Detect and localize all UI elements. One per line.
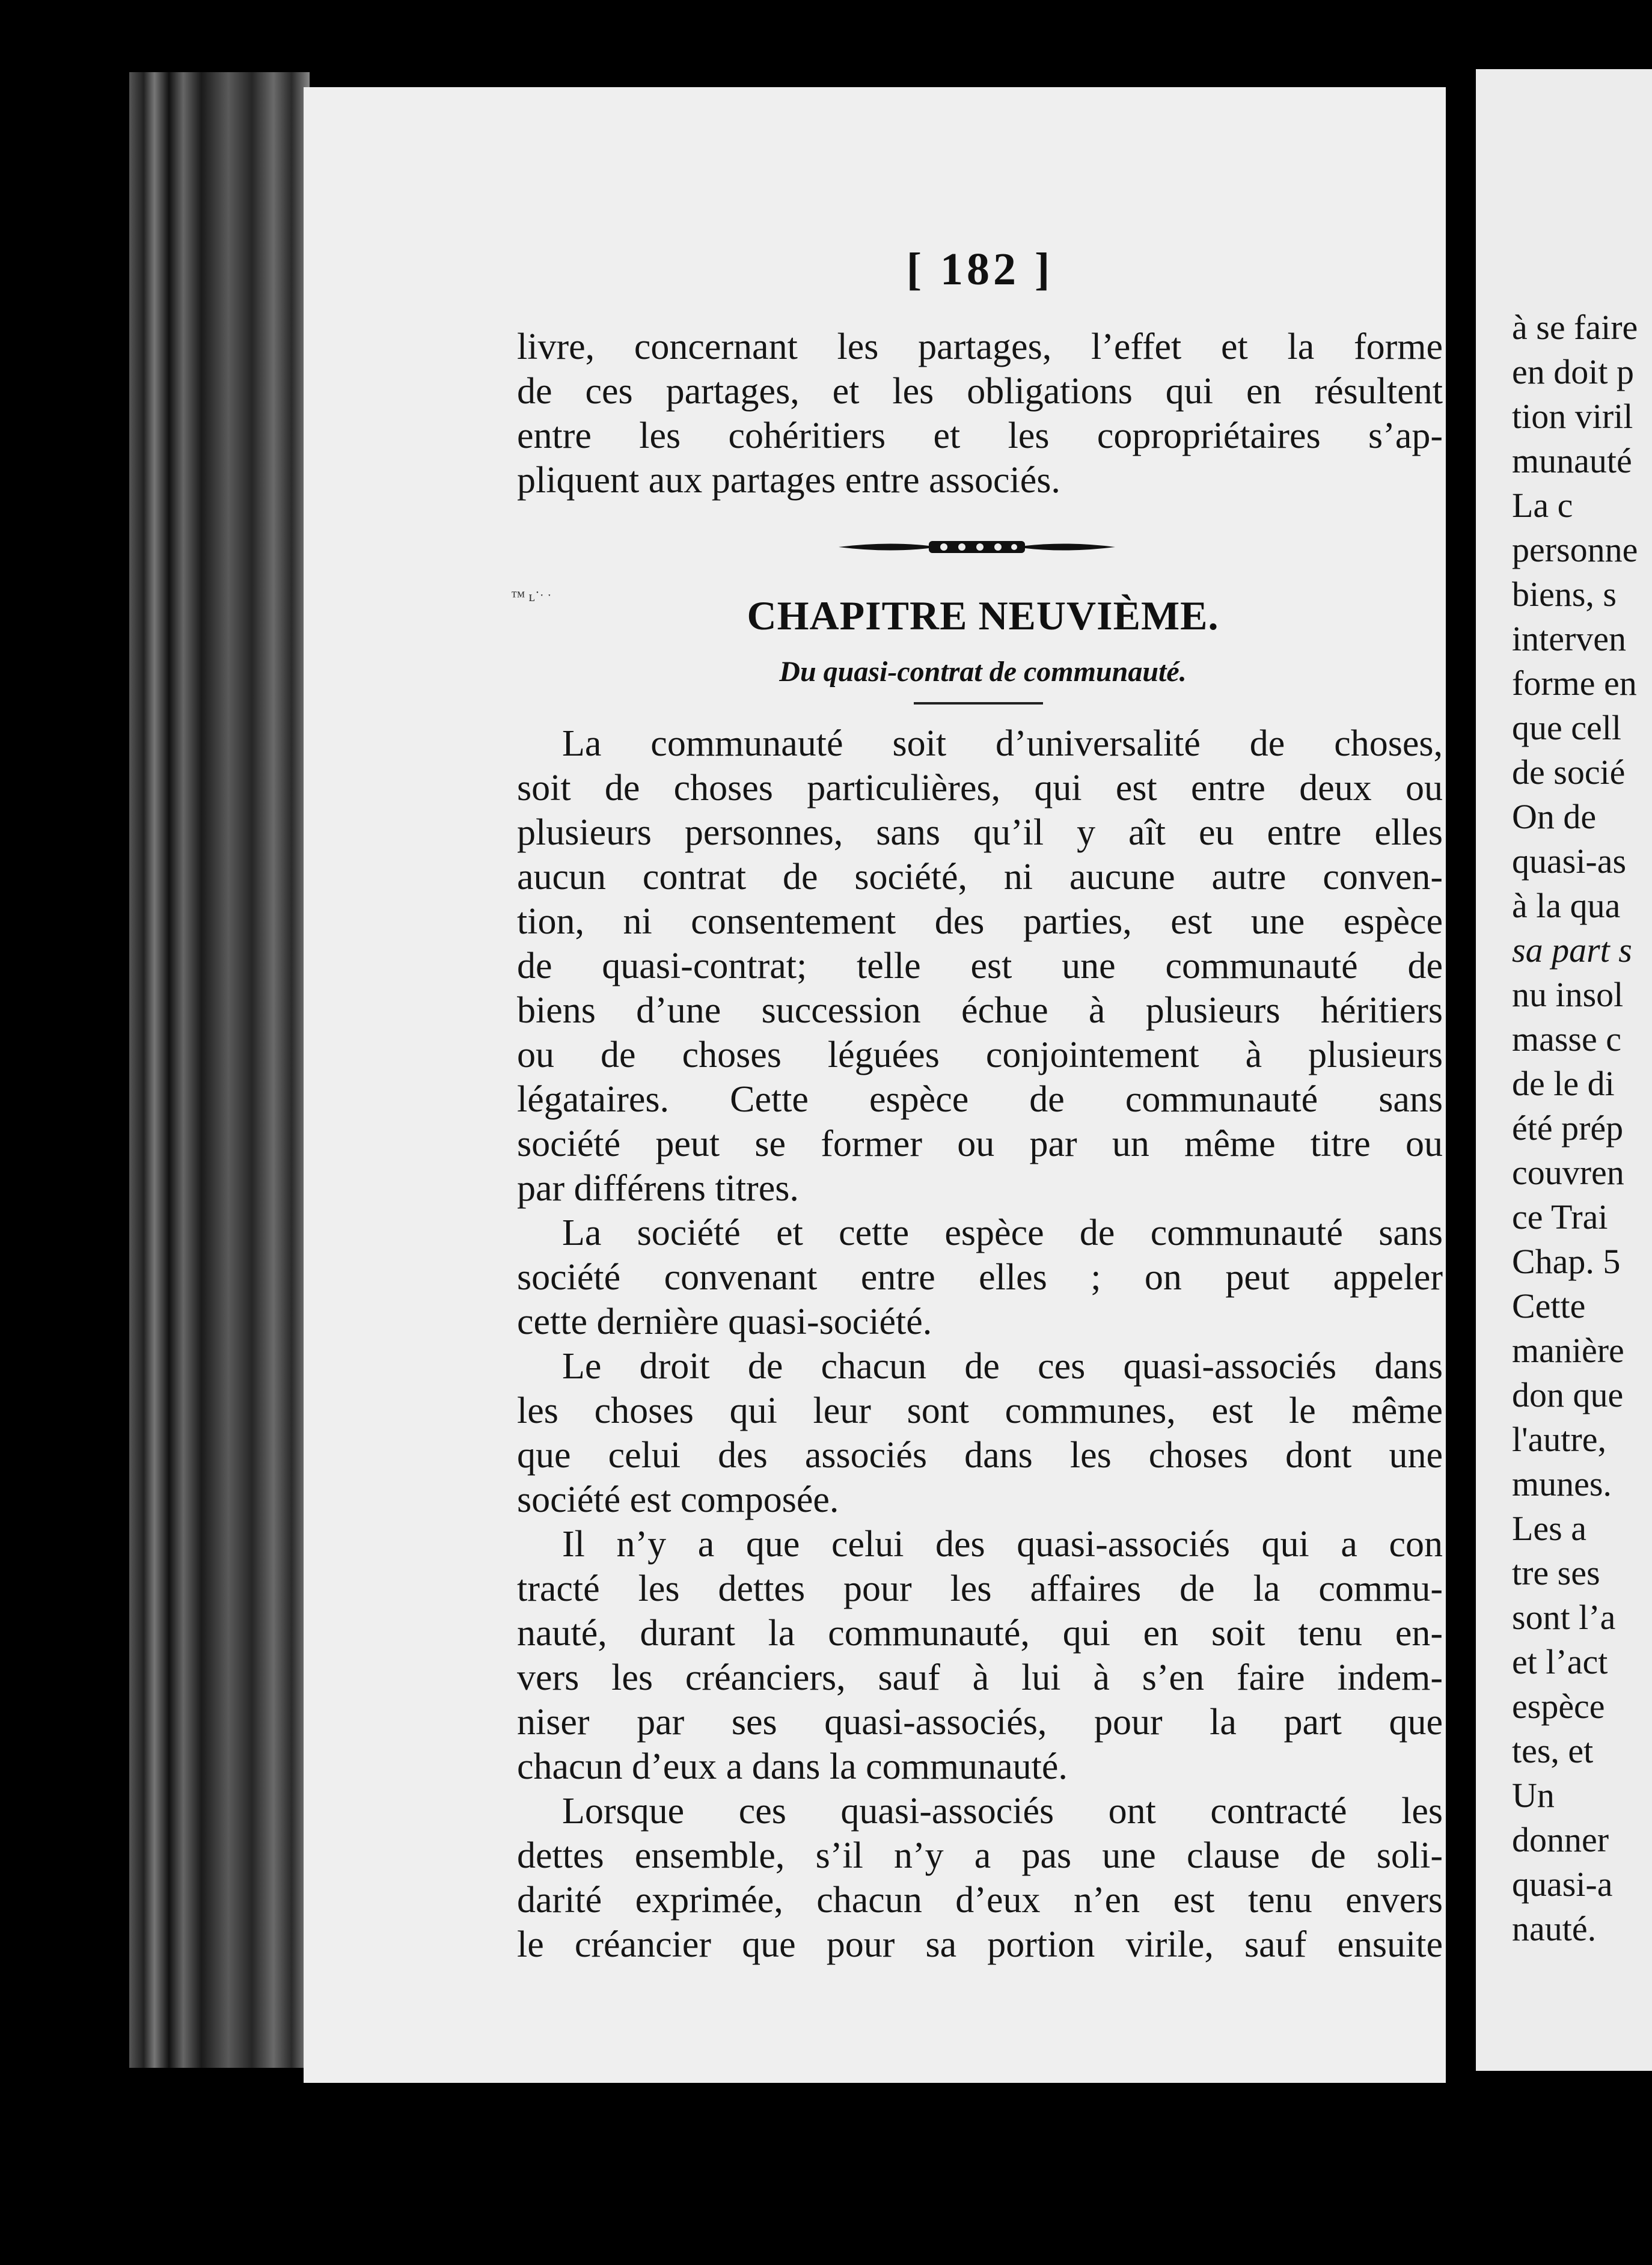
facing-page-line: personne bbox=[1512, 530, 1638, 569]
text-line: Le droit de chacun de ces quasi-associés dans bbox=[562, 1346, 1443, 1387]
facing-page-line: que cell bbox=[1512, 708, 1621, 747]
facing-page-line: munauté bbox=[1512, 441, 1632, 480]
text-line: nauté, durant la communauté, qui en soit tenu en- bbox=[517, 1613, 1443, 1654]
text-line: cette dernière quasi-société. bbox=[517, 1301, 932, 1342]
facing-page-line: de socié bbox=[1512, 753, 1626, 792]
facing-page-line: don que bbox=[1512, 1375, 1624, 1414]
text-line: le créancier que pour sa portion virile, sauf ensuite bbox=[517, 1924, 1443, 1965]
facing-page-line: Les a bbox=[1512, 1509, 1586, 1548]
facing-page-line: On de bbox=[1512, 797, 1597, 836]
facing-page-line: espèce bbox=[1512, 1687, 1605, 1726]
text-line: de quasi-contrat; telle est une communauté de bbox=[517, 946, 1443, 986]
text-line: société peut se former ou par un même titre ou bbox=[517, 1123, 1443, 1164]
facing-page-line: donner bbox=[1512, 1820, 1609, 1859]
text-line: niser par ses quasi-associés, pour la part que bbox=[517, 1702, 1443, 1743]
facing-page-line: biens, s bbox=[1512, 575, 1617, 614]
text-line: darité exprimée, chacun d’eux n’en est tenu envers bbox=[517, 1880, 1443, 1921]
text-line: biens d’une succession échue à plusieurs héritiers bbox=[517, 990, 1443, 1031]
text-line: de ces partages, et les obligations qui en résultent bbox=[517, 371, 1443, 412]
text-line: tion, ni consentement des parties, est une espèce bbox=[517, 901, 1443, 942]
facing-page-line: Cette bbox=[1512, 1286, 1586, 1325]
facing-page-line: été prép bbox=[1512, 1108, 1624, 1148]
facing-page-line: munes. bbox=[1512, 1464, 1612, 1503]
facing-page-line: nu insol bbox=[1512, 975, 1624, 1014]
text-line: La société et cette espèce de communauté sans bbox=[562, 1212, 1443, 1253]
facing-page-line: couvren bbox=[1512, 1153, 1624, 1192]
left-page-text bbox=[517, 0, 1449, 2265]
facing-page-line: ce Trai bbox=[1512, 1197, 1608, 1236]
facing-page-line: forme en bbox=[1512, 664, 1637, 703]
text-line: par différens titres. bbox=[517, 1168, 799, 1209]
chapter-title: CHAPITRE NEUVIÈME. bbox=[747, 593, 1219, 638]
text-line: Il n’y a que celui des quasi-associés qui a con bbox=[562, 1524, 1443, 1565]
text-line: légataires. Cette espèce de communauté sans bbox=[517, 1079, 1443, 1120]
facing-page-line: interven bbox=[1512, 619, 1627, 658]
text-line: aucun contrat de société, ni aucune autre conven- bbox=[517, 857, 1443, 897]
facing-page-line: quasi-a bbox=[1512, 1865, 1613, 1904]
facing-page-line: l'autre, bbox=[1512, 1420, 1606, 1459]
facing-page-line: masse c bbox=[1512, 1019, 1621, 1059]
facing-page-line: La c bbox=[1512, 486, 1573, 525]
facing-page-line: tion viril bbox=[1512, 397, 1633, 436]
facing-page-line: tre ses bbox=[1512, 1553, 1600, 1592]
ornamental-divider bbox=[839, 535, 1115, 559]
facing-page bbox=[1476, 69, 1652, 2071]
facing-page-line: de le di bbox=[1512, 1064, 1615, 1103]
text-line: chacun d’eux a dans la communauté. bbox=[517, 1746, 1068, 1787]
text-line: pliquent aux partages entre associés. bbox=[517, 460, 1060, 501]
book-spine-edge bbox=[129, 72, 310, 2068]
facing-page-line: tes, et bbox=[1512, 1731, 1594, 1770]
facing-page-line: sont l’a bbox=[1512, 1598, 1616, 1637]
facing-page-line: et l’act bbox=[1512, 1642, 1608, 1681]
text-line: tracté les dettes pour les affaires de la commu- bbox=[517, 1568, 1443, 1609]
text-line: Lorsque ces quasi-associés ont contracté les bbox=[562, 1791, 1443, 1832]
facing-page-line: quasi-as bbox=[1512, 842, 1627, 881]
short-rule bbox=[914, 702, 1043, 705]
text-line: que celui des associés dans les choses dont une bbox=[517, 1435, 1443, 1476]
facing-page-line: manière bbox=[1512, 1331, 1624, 1370]
text-line: société convenant entre elles ; on peut appeler bbox=[517, 1257, 1443, 1298]
text-line: vers les créanciers, sauf à lui à s’en faire indem- bbox=[517, 1657, 1443, 1698]
text-line: livre, concernant les partages, l’effet et la forme bbox=[517, 326, 1443, 367]
text-line: entre les cohéritiers et les copropriétaires s’ap- bbox=[517, 415, 1443, 456]
margin-fragment: ™ ʟ˙ˑ ˑ bbox=[511, 589, 552, 605]
facing-page-line: Chap. 5 bbox=[1512, 1242, 1621, 1281]
facing-page-line: nauté. bbox=[1512, 1909, 1597, 1948]
text-line: dettes ensemble, s’il n’y a pas une clause de soli- bbox=[517, 1835, 1443, 1876]
chapter-subtitle: Du quasi-contrat de communauté. bbox=[779, 656, 1187, 688]
text-line: les choses qui leur sont communes, est le même bbox=[517, 1390, 1443, 1431]
facing-page-line: sa part s bbox=[1512, 931, 1632, 970]
text-line: La communauté soit d’universalité de choses, bbox=[562, 723, 1443, 764]
page-number: [ 182 ] bbox=[906, 244, 1054, 295]
facing-page-line: à se faire bbox=[1512, 308, 1638, 347]
facing-page-line: à la qua bbox=[1512, 886, 1621, 925]
text-line: plusieurs personnes, sans qu’il y aît eu entre elles bbox=[517, 812, 1443, 853]
text-line: ou de choses léguées conjointement à plusieurs bbox=[517, 1035, 1443, 1075]
text-line: société est composée. bbox=[517, 1479, 839, 1520]
facing-page-line: Un bbox=[1512, 1776, 1555, 1815]
text-line: soit de choses particulières, qui est entre deux ou bbox=[517, 768, 1443, 808]
facing-page-line: en doit p bbox=[1512, 352, 1634, 391]
